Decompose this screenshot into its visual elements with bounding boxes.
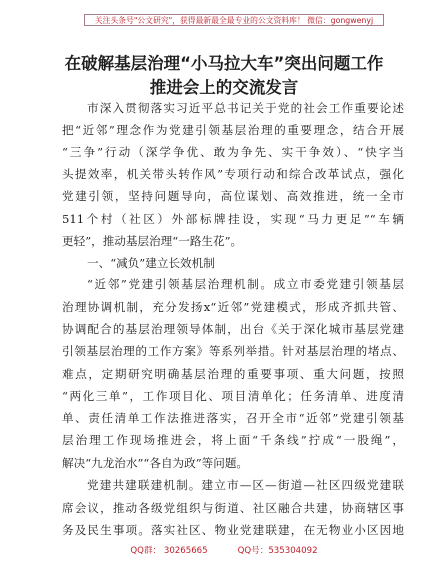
- body-line: 党建共建联建机制。建立市—区—街道—社区四级党建联: [87, 478, 404, 492]
- document-title-line-2: 推进会上的交流发言: [149, 78, 299, 97]
- promo-banner: 关注头条号"公文研究"，获得最新最全最专业的公文资料库！ 微信：gongwenyj: [84, 14, 384, 26]
- body-line: 单、责任清单工作法推进落实，召开全市“近邻”党建引领基: [62, 411, 404, 425]
- body-line: 头提效率，机关带头转作风”专项行动和综合改革试点，强化: [62, 167, 404, 181]
- body-line: 解决“九龙治水”“各自为政”等问题。: [62, 456, 249, 470]
- body-line: 市深入贯彻落实习近平总书记关于党的社会工作重要论述: [87, 101, 404, 115]
- body-line: 治理协调机制，充分发扬x“近邻”党建模式，形成齐抓共管、: [62, 300, 404, 314]
- body-line: 务及民生事项。落实社区、物业党建联建，在无物业小区因地: [62, 523, 404, 537]
- body-line: 511个村（社区）外部标牌挂设，实现“马力更足”“车辆: [62, 212, 404, 226]
- body-line: “三争”行动（深学争优、敢为争先、实干争效）、“快字当: [62, 145, 404, 159]
- body-line: 引领基层治理的工作方案》等系列举措。针对基层治理的堵点、: [62, 344, 404, 358]
- body-line: 把“近邻”理念作为党建引领基层治理的重要理念，结合开展: [62, 123, 404, 137]
- document-title-line-1: 在破解基层治理“小马拉大车”突出问题工作: [64, 54, 384, 73]
- body-line: 协调配合的基层治理领导体制，出台《关于深化城市基层党建: [62, 322, 404, 336]
- body-line: “近邻”党建引领基层治理机制。成立市委党建引领基层: [87, 277, 404, 291]
- qq-group-number: QQ群： 30265665: [130, 546, 208, 556]
- body-line: 层治理工作现场推进会，将上面“千条线”拧成“一股绳”，: [62, 433, 404, 447]
- body-line: 党建引领，坚持问题导向，高位谋划、高效推进，统一全市: [62, 189, 404, 203]
- body-line: 难点，定期研究明确基层治理的重要事项、重大问题，按照: [62, 367, 404, 381]
- body-line: 席会议，推动各级党组织与街道、社区融合共建，协商辖区事: [62, 501, 404, 515]
- body-line: 一、“减负”建立长效机制: [87, 256, 215, 270]
- contact-footer: [0, 544, 448, 558]
- qq-number: QQ号：535304092: [237, 546, 318, 556]
- body-line: 更轻”，推动基层治理“一路生花”。: [62, 234, 243, 248]
- body-line: “两化三单”，工作项目化、项目清单化；任务清单、进度清: [62, 389, 404, 403]
